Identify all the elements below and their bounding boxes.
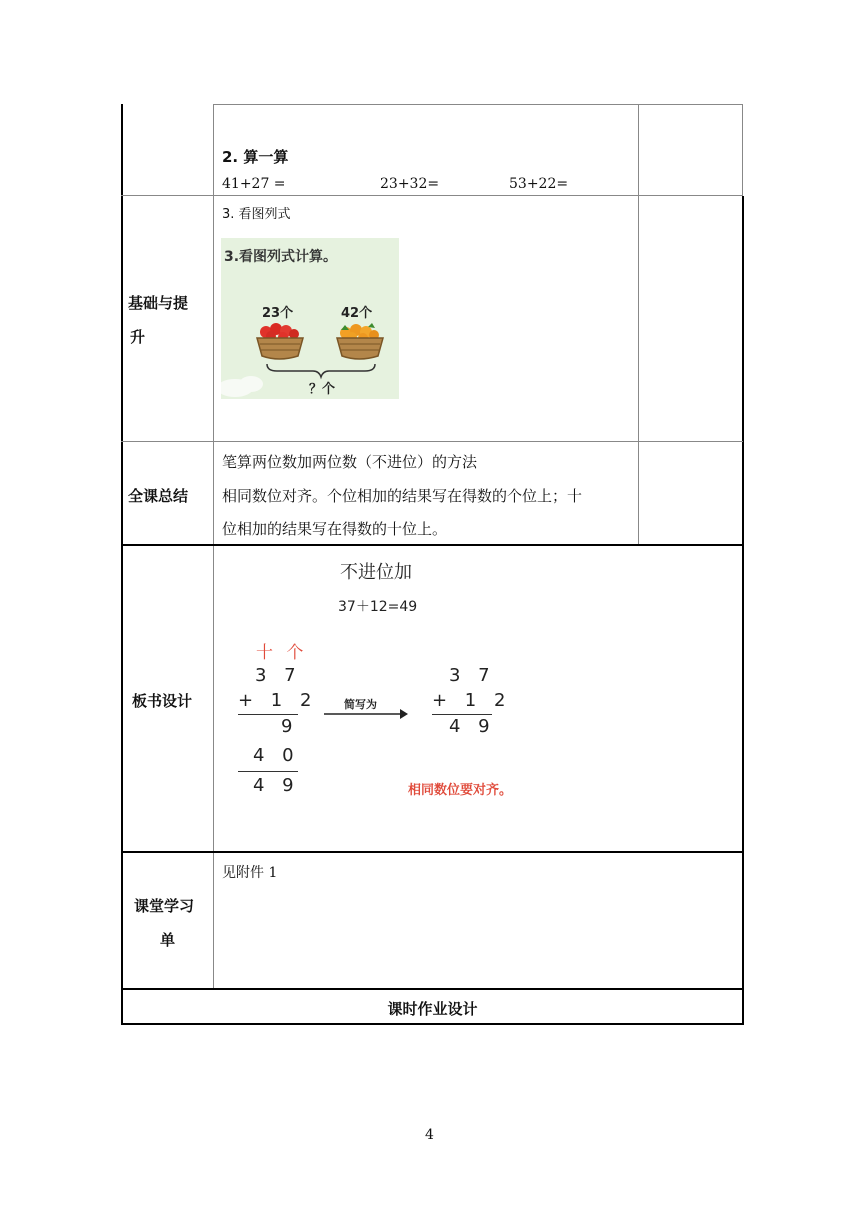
arrow-label: 简写为 (344, 698, 377, 711)
summary-line-1: 笔算两位数加两位数（不进位）的方法 (222, 453, 478, 471)
exercise-picture (221, 238, 399, 399)
basic-label-line1: 基础与提 (128, 294, 189, 312)
left-calc-row5: 4 9 (253, 775, 300, 796)
arrow-right-icon (324, 708, 408, 720)
right-calc-row2: + 1 2 (432, 690, 512, 711)
place-headers: 十 个 (256, 643, 308, 663)
orange-basket-icon (337, 323, 383, 359)
basic-label-line2: 升 (130, 328, 146, 346)
summary-line-3: 位相加的结果写在得数的十位上。 (222, 520, 448, 538)
total-question: ？个 (309, 382, 336, 397)
board-title: 不进位加 (340, 562, 412, 583)
worksheet-label-line1: 课堂学习 (134, 897, 195, 915)
apple-basket-icon (257, 323, 303, 359)
summary-label: 全课总结 (128, 487, 189, 505)
brace-icon (267, 364, 375, 377)
right-calc-row1: 3 7 (449, 665, 496, 686)
board-note: 相同数位要对齐。 (408, 783, 513, 798)
left-calc-row2: + 1 2 (238, 690, 318, 711)
basic-item: 3. 看图列式 (222, 207, 291, 222)
calc-expression-3: 53+22= (509, 176, 569, 192)
page-number: 4 (425, 1127, 434, 1143)
right-calc-row3: 4 9 (449, 716, 496, 737)
summary-line-2: 相同数位对齐。个位相加的结果写在得数的个位上；十 (222, 487, 583, 505)
board-label: 板书设计 (132, 692, 193, 710)
left-calc-row4: 4 0 (253, 745, 300, 766)
calc-expression-1: 41+27 = (222, 176, 286, 192)
homework-heading: 课时作业设计 (387, 1000, 478, 1018)
left-count: 23个 (262, 306, 294, 321)
right-count: 42个 (341, 306, 373, 321)
worksheet-label-line2: 单 (160, 931, 176, 949)
calc-heading: 2. 算一算 (222, 148, 289, 166)
picture-title: 3.看图列式计算。 (224, 249, 338, 265)
baskets-illustration (221, 238, 399, 399)
worksheet-content: 见附件 1 (222, 865, 278, 881)
left-calc-row3: 9 (281, 716, 293, 737)
calc-expression-2: 23+32= (380, 176, 440, 192)
left-calc-row1: 3 7 (255, 665, 302, 686)
board-equation: 37＋12=49 (338, 599, 418, 615)
